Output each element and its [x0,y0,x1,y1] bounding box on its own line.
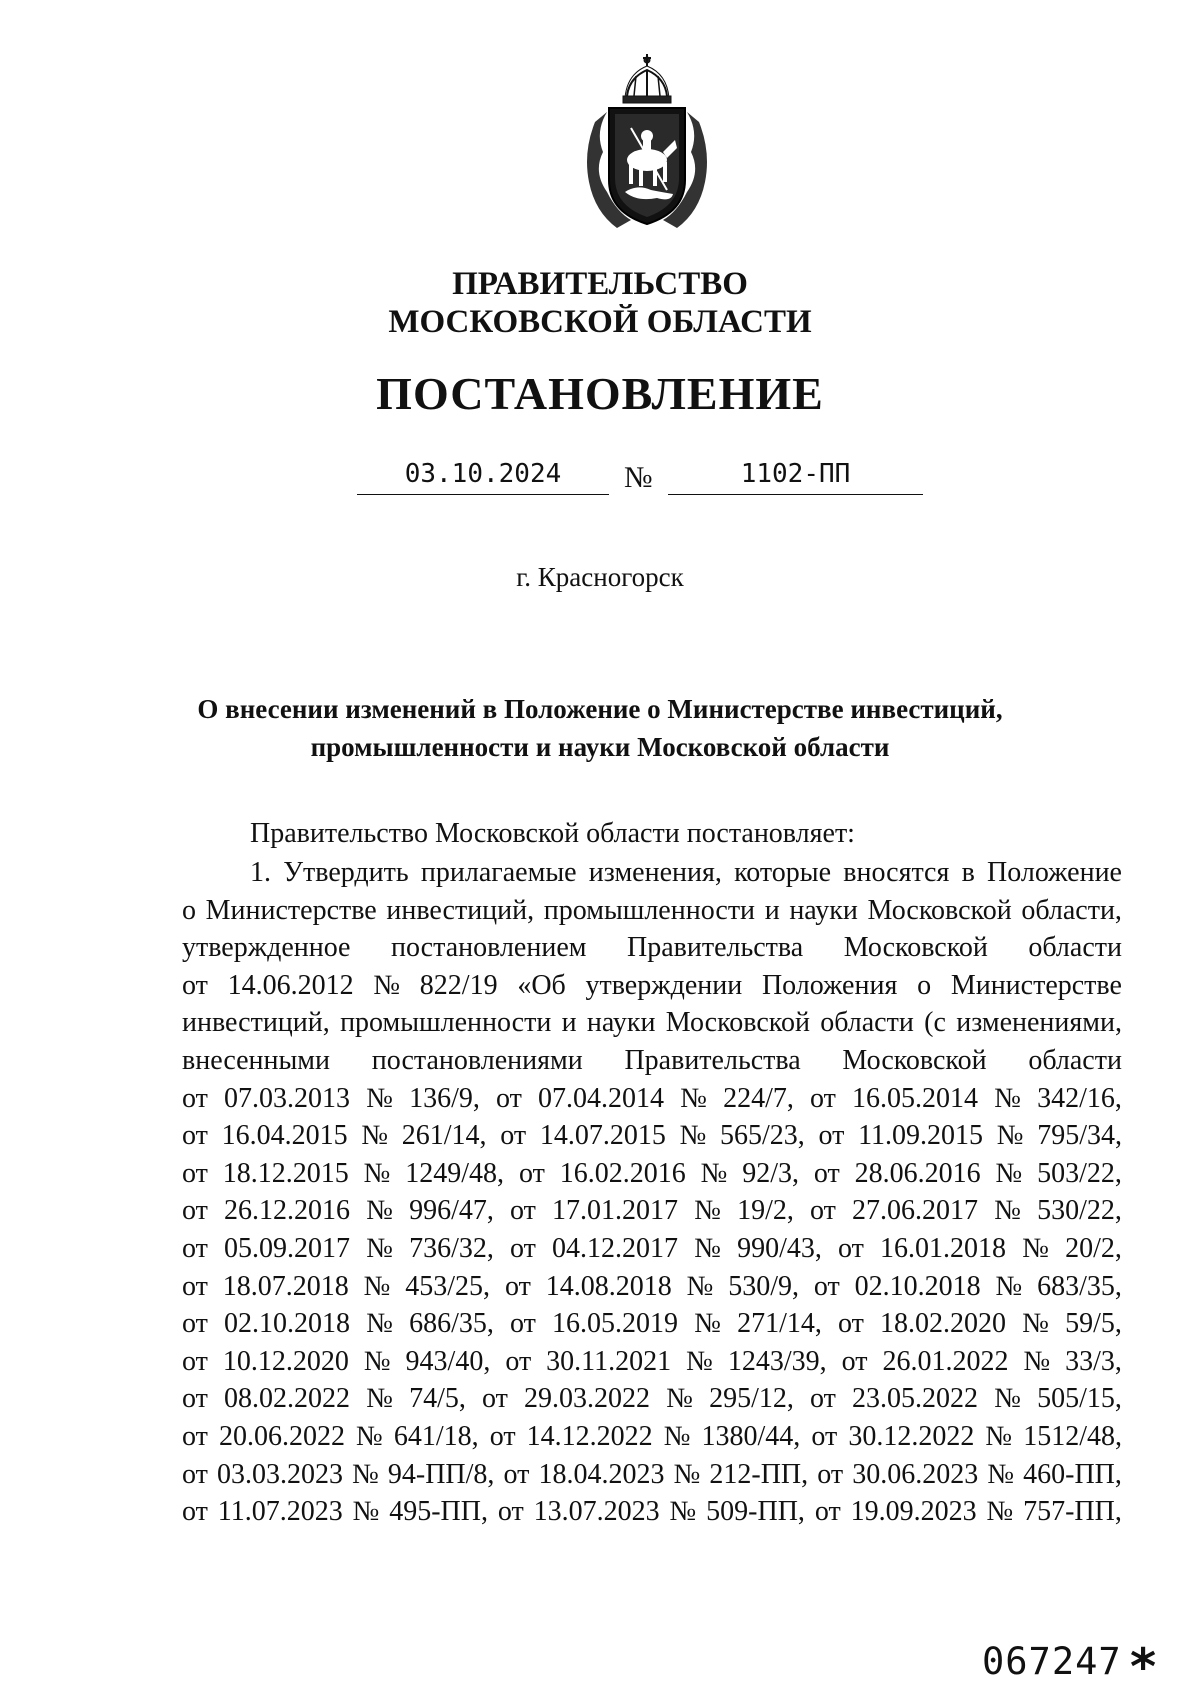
body-word: 224/7, [723,1082,794,1114]
body-word: Московской [665,1007,810,1039]
body-word: науки [789,894,858,926]
body-word: 271/14, [737,1308,822,1340]
body-word: 1249/48, [405,1157,505,1189]
body-paragraph [182,854,1122,1531]
body-word: изменения, [588,857,722,888]
body-line [182,1305,1122,1343]
city-name: г. Красногорск [516,562,684,592]
body-word: 59/5, [1065,1308,1122,1340]
body-word: № [363,1270,391,1302]
body-word: от [510,1232,536,1264]
body-word: которые [734,857,832,888]
body-word: 11.09.2015 [858,1120,984,1152]
body-word: 261/14, [401,1120,487,1152]
body-word: 18.07.2018 [222,1270,349,1302]
body-word: 17.01.2017 [552,1195,679,1227]
body-word: прилагаемые [420,857,577,888]
body-word: в [961,857,975,888]
body-word: 503/22, [1037,1157,1122,1189]
body-word: от [510,1195,536,1227]
body-word: № [673,1458,701,1490]
body-word: от [510,1308,536,1340]
body-word: № [994,1082,1021,1114]
body-line [182,1456,1122,1494]
body-word: утверждении [585,969,743,1001]
body-word: № [985,1420,1013,1452]
body-word: 212-ПП, [709,1458,809,1490]
body-word: постановлением [391,932,587,964]
body-word: № [666,1383,693,1415]
subject-line: О внесении изменений в Положение о Министерстве инвестиций, [197,694,1003,724]
body-word: от [500,1120,527,1152]
body-word: Московской [867,894,1012,926]
body-word: 1. [250,857,271,888]
body-word: Утвердить [283,857,409,888]
body-word: № [663,1420,691,1452]
organization-name-line1: ПРАВИТЕЛЬСТВО [452,266,748,302]
body-word: 990/43, [737,1232,822,1264]
body-word: от [810,1383,836,1415]
body-word: № [363,1345,391,1377]
subject-line: промышленности и науки Московской области [310,732,890,762]
body-word: № [694,1308,721,1340]
body-word: от [489,1420,516,1452]
body-word: 453/25, [405,1270,491,1302]
body-word: о [917,969,932,1001]
document-type-title: ПОСТАНОВЛЕНИЕ [376,368,824,419]
body-word: от [813,1157,840,1189]
body-line [182,1042,1122,1080]
body-word: 20/2, [1065,1232,1122,1264]
body-word: и [561,1007,577,1039]
body-word: 19/2, [737,1195,794,1227]
body-word: № [679,1120,707,1152]
body-word: от [503,1458,530,1490]
body-word: № [995,1270,1023,1302]
body-word: № [1022,1308,1049,1340]
body-line [182,892,1122,930]
body-word: от [182,1458,208,1490]
body-word: № [1022,1232,1049,1264]
body-word: науки [586,1007,656,1039]
body-word: 26.12.2016 [224,1195,351,1227]
body-word: Московской [843,932,988,964]
body-word: области [820,1007,914,1039]
body-word: № [352,1458,379,1490]
body-word: 10.12.2020 [222,1345,349,1377]
body-word: от [518,1157,545,1189]
document-number: 1102-ПП [668,454,923,495]
body-word: инвестиций, [386,894,535,926]
body-word: 03.03.2023 [216,1458,343,1490]
body-word: 33/3, [1065,1345,1122,1377]
body-word: № [686,1270,714,1302]
body-word: № [361,1120,389,1152]
body-word: 19.09.2023 [850,1496,977,1528]
coat-of-arms-icon [577,52,717,232]
body-word: 18.02.2020 [880,1308,1007,1340]
body-word: 295/12, [709,1383,794,1415]
body-word: Министерстве [205,894,377,926]
body-word: 342/16, [1037,1082,1122,1114]
body-word: № [680,1082,707,1114]
body-word: 1380/44, [701,1420,801,1452]
body-word: от [818,1120,845,1152]
document-subject [0,690,1200,766]
body-word: № [1023,1345,1051,1377]
body-word: внесенными [182,1044,331,1076]
body-word: о [182,894,196,926]
body-word: 05.09.2017 [224,1232,351,1264]
body-word: № [694,1232,721,1264]
body-word: № [996,1120,1024,1152]
body-word: № [366,1195,393,1227]
body-word: 30.06.2023 [852,1458,979,1490]
body-word: 530/22, [1037,1195,1122,1227]
body-word: № [366,1082,393,1114]
body-word: 16.05.2019 [552,1308,679,1340]
body-word: от [810,1082,836,1114]
body-word: области [1028,1044,1122,1076]
body-line [182,967,1122,1005]
body-word: № [995,1157,1023,1189]
body-word: от [182,1270,208,1302]
body-word: от [182,1120,208,1152]
body-word: 74/5, [409,1383,466,1415]
body-word: 1243/39, [727,1345,827,1377]
body-word: 1512/48, [1023,1420,1122,1452]
body-word: изменениями, [956,1007,1122,1039]
body-word: 08.02.2022 [224,1383,351,1415]
body-word: № [987,1458,1015,1490]
body-word: 505/15, [1037,1383,1122,1415]
body-word: № [366,1308,393,1340]
body-word: № [366,1232,393,1264]
body-word: № [986,1496,1014,1528]
document-date: 03.10.2024 [357,454,609,495]
body-word: 460-ПП, [1023,1458,1122,1490]
body-word: 14.06.2012 [227,969,354,1001]
organization-name-line2: МОСКОВСКОЙ ОБЛАСТИ [388,304,812,340]
body-word: от [814,1496,841,1528]
body-word: промышленности [340,1007,552,1039]
body-word: № [994,1195,1021,1227]
body-word: инвестиций, [182,1007,330,1039]
body-word: утвержденное [182,932,351,964]
body-word: Московской [842,1044,987,1076]
body-word: 686/35, [409,1308,494,1340]
body-word: 16.05.2014 [852,1082,979,1114]
body-word: № [994,1383,1021,1415]
body-word: 20.06.2022 [218,1420,345,1452]
body-line [182,1004,1122,1042]
body-word: Правительства [626,932,804,964]
body-word: от [182,1157,208,1189]
body-word: № [669,1496,697,1528]
body-word: Положения [761,969,898,1001]
body-word: № [366,1383,393,1415]
asterisk-icon: * [1130,1638,1157,1696]
body-word: от [813,1270,840,1302]
body-word: 943/40, [405,1345,491,1377]
body-word: от [838,1308,864,1340]
body-word: 27.06.2017 [852,1195,979,1227]
body-line [182,854,1122,892]
body-word: 07.04.2014 [538,1082,665,1114]
body-word: Министерстве [950,969,1122,1001]
body-word: № [363,1157,391,1189]
body-word: (с [924,1007,946,1039]
body-word: «Об [517,969,566,1001]
body-word: 30.12.2022 [848,1420,975,1452]
body-line [182,1343,1122,1381]
body-word: от [182,1082,208,1114]
stamp-number: 067247 [982,1640,1122,1683]
body-word: № [686,1345,713,1377]
body-line [182,1117,1122,1155]
number-sign: № [624,461,653,494]
body-word: 736/32, [409,1232,494,1264]
body-word: 02.10.2018 [854,1270,981,1302]
body-word: от [497,1496,524,1528]
body-word: 30.11.2021 [546,1345,672,1377]
body-word: от [496,1082,522,1114]
body-word: от [504,1270,531,1302]
body-word: 04.12.2017 [552,1232,679,1264]
body-line [182,1155,1122,1193]
body-word: от [182,1308,208,1340]
body-word: от [182,1195,208,1227]
body-word: 996/47, [409,1195,494,1227]
body-line [182,1080,1122,1118]
body-word: 683/35, [1037,1270,1122,1302]
body-word: 13.07.2023 [533,1496,660,1528]
body-word: № [373,969,401,1001]
body-line [182,1380,1122,1418]
body-word: промышленности [543,894,756,926]
body-word: от [811,1420,838,1452]
body-word: области [1028,932,1122,964]
body-word: от [505,1345,532,1377]
body-word: 92/3, [742,1157,799,1189]
body-word: от [482,1383,508,1415]
body-word: 16.01.2018 [880,1232,1007,1264]
body-word: 29.03.2022 [524,1383,651,1415]
body-word: от [182,969,208,1001]
body-word: 07.03.2013 [224,1082,351,1114]
body-word: постановлениями [371,1044,583,1076]
body-line [182,1230,1122,1268]
body-word: области, [1021,894,1122,926]
body-word: № [700,1157,728,1189]
body-word: от [182,1232,208,1264]
body-word: от [182,1345,208,1377]
body-line [182,1418,1122,1456]
body-word: от [182,1420,208,1452]
body-word: 822/19 [419,969,498,1001]
body-word: от [817,1458,844,1490]
body-word: 16.02.2016 [559,1157,686,1189]
body-line [182,1268,1122,1306]
body-word: 94-ПП/8, [387,1458,495,1490]
body-word: 02.10.2018 [224,1308,351,1340]
body-word: от [182,1383,208,1415]
body-word: № [356,1420,383,1452]
body-word: и [764,894,780,926]
body-word: от [810,1195,836,1227]
body-word: от [841,1345,868,1377]
body-line [182,929,1122,967]
body-word: № [694,1195,721,1227]
body-line [182,1192,1122,1230]
body-word: 18.12.2015 [222,1157,349,1189]
body-word: № [352,1496,380,1528]
body-word: 14.12.2022 [526,1420,653,1452]
body-word: 757-ПП, [1023,1496,1122,1528]
preamble-text: Правительство Московской области постановляет: [250,818,855,849]
body-word: вносятся [843,857,950,888]
body-word: 18.04.2023 [538,1458,665,1490]
body-word: 530/9, [728,1270,799,1302]
body-word: 23.05.2022 [852,1383,979,1415]
body-word: от [838,1232,864,1264]
body-word: 28.06.2016 [854,1157,981,1189]
body-line [182,1493,1122,1531]
body-word: 641/18, [393,1420,479,1452]
body-word: 16.04.2015 [221,1120,348,1152]
body-word: Положение [987,857,1122,888]
body-word: от [182,1496,208,1528]
body-word: 11.07.2023 [217,1496,343,1528]
body-word: 795/34, [1037,1120,1122,1152]
body-word: 14.07.2015 [539,1120,666,1152]
body-word: 565/23, [720,1120,805,1152]
body-word: Правительства [624,1044,801,1076]
body-word: 509-ПП, [706,1496,805,1528]
body-word: 136/9, [409,1082,480,1114]
body-word: 26.01.2022 [882,1345,1009,1377]
body-word: 495-ПП, [389,1496,488,1528]
body-word: 14.08.2018 [545,1270,672,1302]
